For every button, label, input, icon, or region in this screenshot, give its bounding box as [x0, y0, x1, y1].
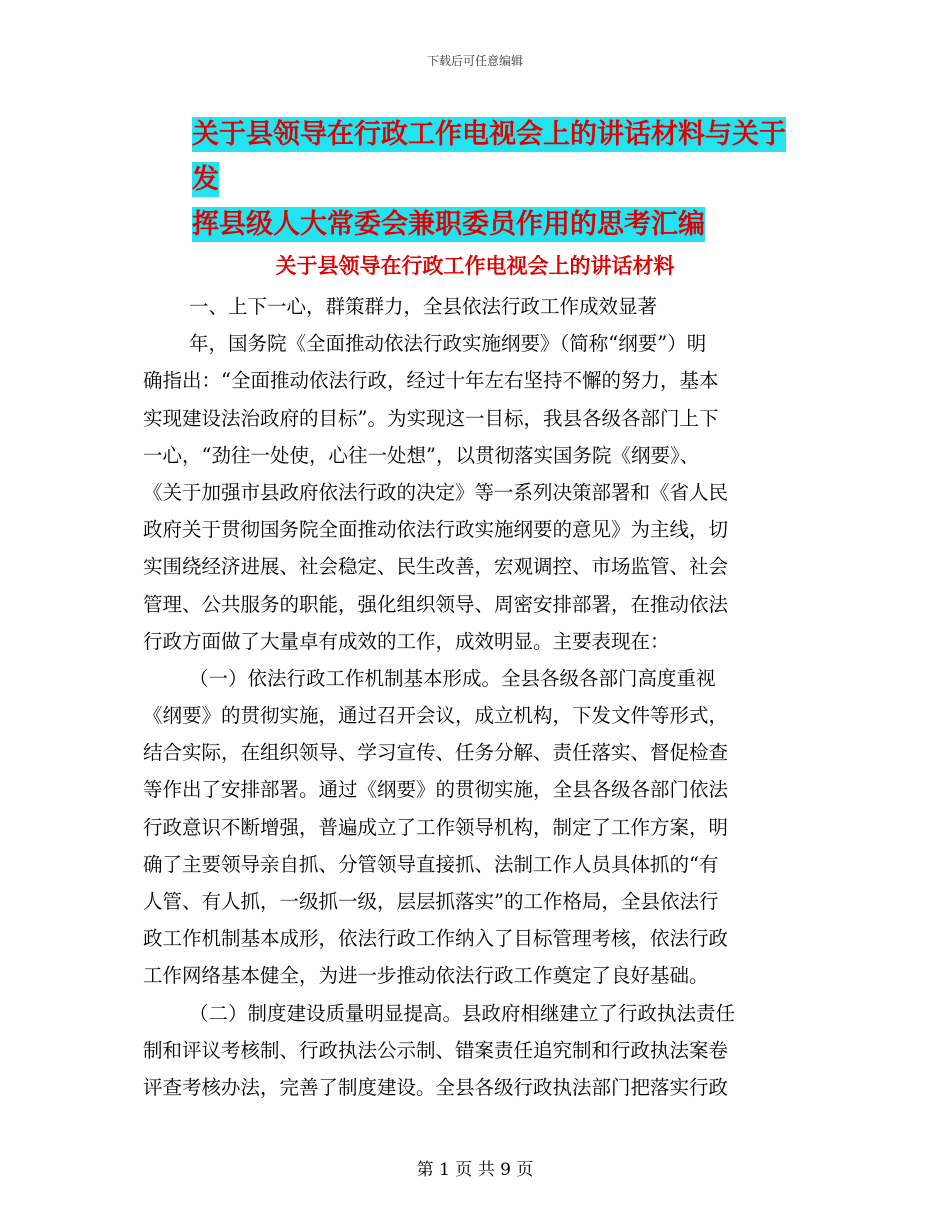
paragraph-line: 实围绕经济进展、社会稳定、民生改善，宏观调控、市场监管、社会: [143, 555, 729, 579]
paragraph-line: 年，国务院《全面推动依法行政实施纲要》（简称“纲要”）明: [189, 332, 707, 356]
paragraph-line: 一心，“劲往一处使，心往一处想”，以贯彻落实国务院《纲要》、: [143, 443, 700, 467]
paragraph-line: 等作出了安排部署。通过《纲要》的贯彻实施，全县各级各部门依法: [143, 778, 729, 802]
body-text: [143, 288, 797, 1106]
paragraph-line: 管理、公共服务的职能，强化组织领导、周密安排部署，在推动依法: [143, 592, 729, 616]
paragraph-line: 评查考核办法，完善了制度建设。全县各级行政执法部门把落实行政: [143, 1075, 729, 1099]
paragraph-line: 政工作机制基本成形，依法行政工作纳入了目标管理考核，依法行政: [143, 927, 729, 951]
paragraph-line: 工作网络基本健全，为进一步推动依法行政工作奠定了良好基础。: [143, 964, 709, 988]
paragraph-line: 人管、有人抓，一级抓一级，层层抓落实”的工作格局，全县依法行: [143, 890, 719, 913]
paragraph-line: 《纲要》的贯彻实施，通过召开会议，成立机构，下发文件等形式，: [143, 704, 729, 728]
paragraph-line: 行政意识不断增强，普遍成立了工作领导机构，制定了工作方案，明: [143, 815, 729, 839]
paragraph-line: 行政方面做了大量卓有成效的工作，成效明显。主要表现在：: [143, 629, 670, 653]
header-note: 下载后可任意编辑: [426, 54, 523, 68]
paragraph-line: 确指出：“全面推动依法行政，经过十年左右坚持不懈的努力，基本: [143, 369, 719, 393]
paragraph-line: 确了主要领导亲自抓、分管领导直接抓、法制工作人员具体抓的“有: [143, 852, 719, 876]
paragraph-line: 实现建设法治政府的目标”。为实现这一目标，我县各级各部门上下: [143, 406, 719, 430]
paragraph-line: 《关于加强市县政府依法行政的决定》等一系列决策部署和《省人民: [143, 480, 729, 504]
paragraph-line: 一、上下一心，群策群力，全县依法行政工作成效显著: [189, 295, 658, 318]
paragraph-line: （二）制度建设质量明显提高。县政府相继建立了行政执法责任: [189, 1001, 736, 1025]
page-footer: 第 1 页 共 9 页: [416, 1160, 534, 1180]
paragraph-line: 制和评议考核制、行政执法公示制、错案责任追究制和行政执法案卷: [143, 1038, 729, 1062]
document-title: [192, 112, 812, 247]
title-line-2: 挥县级人大常委会兼职委员作用的思考汇编: [192, 209, 705, 240]
paragraph-line: 结合实际，在组织领导、学习宣传、任务分解、责任落实、督促检查: [143, 741, 729, 765]
section-title: 关于县领导在行政工作电视会上的讲话材料: [275, 254, 675, 278]
paragraph-line: 政府关于贯彻国务院全面推动依法行政实施纲要的意见》为主线，切: [143, 518, 729, 542]
title-line-1: 关于县领导在行政工作电视会上的讲话材料与关于发: [192, 119, 786, 195]
paragraph-line: （一）依法行政工作机制基本形成。全县各级各部门高度重视: [189, 666, 716, 690]
